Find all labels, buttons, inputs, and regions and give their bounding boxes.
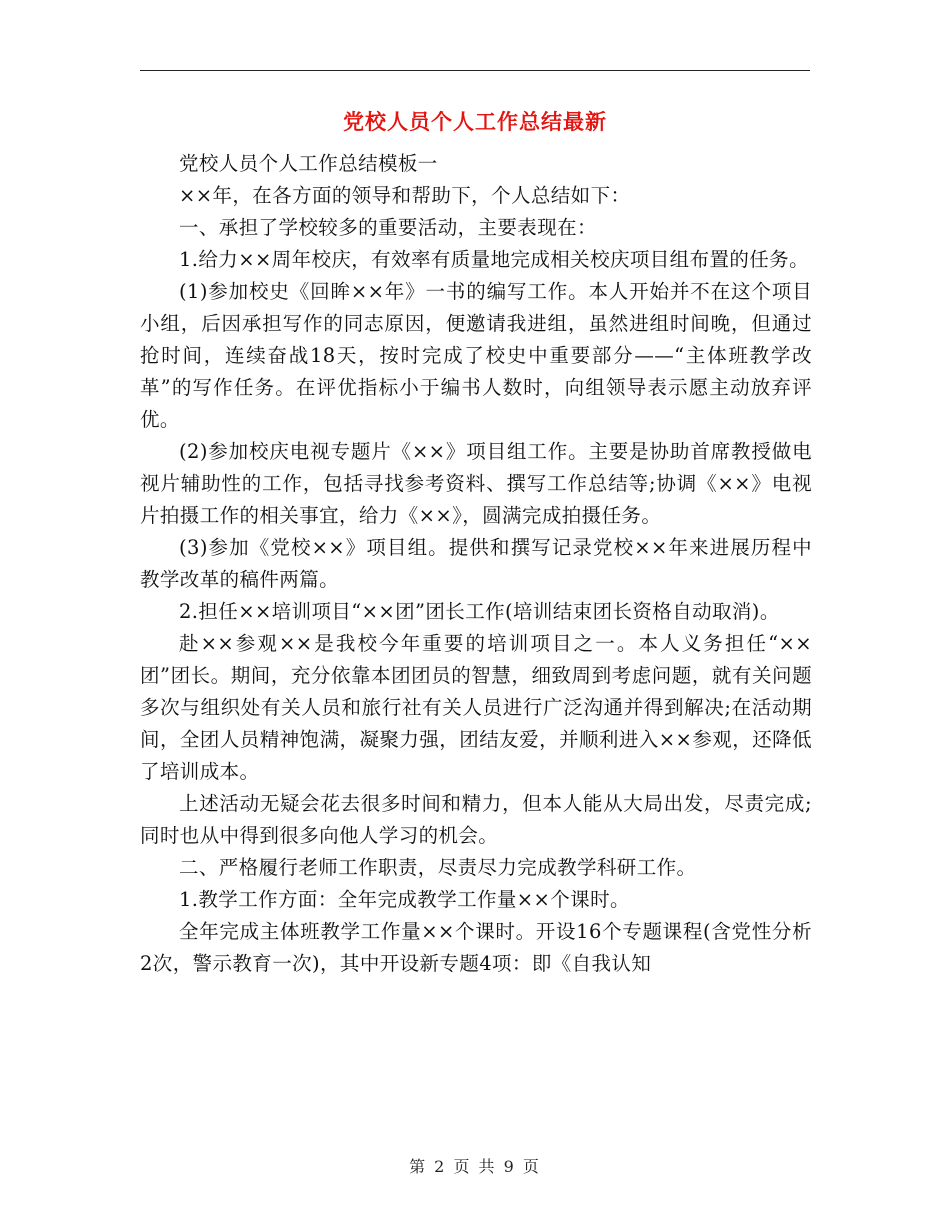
paragraph: (2)参加校庆电视专题片《××》项目组工作。主要是协助首席教授做电视片辅助性的工作，包括寻找参考资料、撰写工作总结等;协调《××》电视片拍摄工作的相关事宜，给力《××》，圆满完成拍摄任务。: [140, 440, 812, 527]
paragraph: 党校人员个人工作总结模板一: [179, 152, 438, 175]
document-body: [140, 148, 812, 980]
header-rule: [140, 70, 810, 71]
paragraph: 二、严格履行老师工作职责，尽责尽力完成教学科研工作。: [179, 856, 697, 879]
paragraph: (1)参加校史《回眸××年》一书的编写工作。本人开始并不在这个项目小组，后因承担写作的同志原因，便邀请我进组，虽然进组时间晚，但通过抢时间，连续奋战18天，按时完成了校史中重要部分——“主体班教学改革”的写作任务。在评优指标小于编书人数时，向组领导表示愿主动放弃评优。: [140, 280, 812, 431]
paragraph: ××年，在各方面的领导和帮助下，个人总结如下：: [179, 184, 631, 207]
paragraph: 1.教学工作方面：全年完成教学工作量××个课时。: [179, 888, 630, 911]
paragraph: 赴××参观××是我校今年重要的培训项目之一。本人义务担任“××团”团长。期间，充分依靠本团团员的智慧，细致周到考虑问题，就有关问题多次与组织处有关人员和旅行社有关人员进行广泛沟通并得到解决;在活动期间，全团人员精神饱满，凝聚力强，团结友爱，并顺利进入××参观，还降低了培训成本。: [140, 632, 812, 783]
paragraph: 一、承担了学校较多的重要活动，主要表现在：: [179, 216, 597, 239]
paragraph: 1.给力××周年校庆，有效率有质量地完成相关校庆项目组布置的任务。: [179, 248, 809, 271]
document-title: 党校人员个人工作总结最新: [343, 109, 607, 134]
paragraph: (3)参加《党校××》项目组。提供和撰写记录党校××年来进展历程中教学改革的稿件两篇。: [140, 536, 812, 591]
paragraph: 全年完成主体班教学工作量××个课时。开设16个专题课程(含党性分析2次，警示教育一次)，其中开设新专题4项：即《自我认知: [140, 920, 812, 975]
paragraph: 2.担任××培训项目“××团”团长工作(培训结束团长资格自动取消)。: [179, 600, 780, 623]
paragraph: 上述活动无疑会花去很多时间和精力，但本人能从大局出发，尽责完成;同时也从中得到很多向他人学习的机会。: [140, 792, 812, 847]
page-footer: 第 2 页 共 9 页: [409, 1157, 541, 1176]
